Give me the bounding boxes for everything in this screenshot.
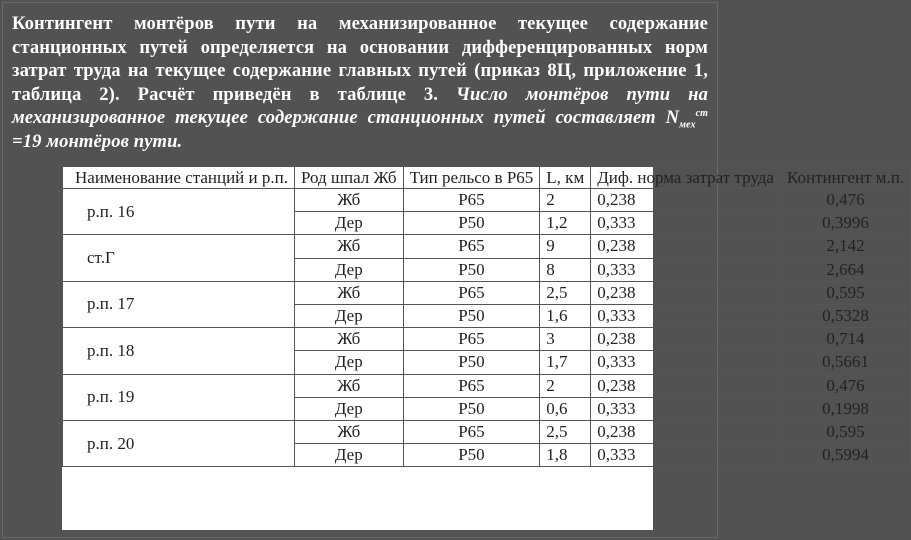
intro-text: Контингент монтёров пути на механизированное текущее содержание станционных путей определяется на основании дифференцированных норм затрат труда на текущее содержание главных путей (приказ 8Ц, приложение 1, таблица 2). Расчёт приведён в таблице 3. — [12, 13, 708, 105]
cell-norm: 0,333 — [591, 444, 781, 467]
cell-contingent: 0,595 — [780, 281, 910, 304]
cell-length: 8 — [540, 258, 591, 281]
cell-length: 3 — [540, 328, 591, 351]
cell-rail: Р65 — [403, 420, 540, 443]
cell-sleeper: Жб — [294, 281, 403, 304]
cell-norm: 0,333 — [591, 397, 781, 420]
cell-length: 1,8 — [540, 444, 591, 467]
cell-sleeper: Дер — [294, 212, 403, 235]
cell-station: р.п. 19 — [63, 374, 295, 420]
cell-length: 2,5 — [540, 281, 591, 304]
table-row — [63, 420, 911, 443]
cell-rail: Р50 — [403, 444, 540, 467]
cell-norm: 0,333 — [591, 304, 781, 327]
cell-rail: Р65 — [403, 235, 540, 258]
table-row — [63, 374, 911, 397]
cell-sleeper: Жб — [294, 235, 403, 258]
formula-subscript: мех — [679, 119, 696, 131]
cell-sleeper: Жб — [294, 374, 403, 397]
cell-norm: 0,238 — [591, 328, 781, 351]
cell-contingent: 0,714 — [780, 328, 910, 351]
cell-contingent: 0,5328 — [780, 304, 910, 327]
cell-station: р.п. 18 — [63, 328, 295, 374]
cell-length: 2 — [540, 189, 591, 212]
cell-contingent: 0,5661 — [780, 351, 910, 374]
header-station: Наименование станций и р.п. — [63, 167, 295, 189]
header-length: L, км — [540, 167, 591, 189]
cell-rail: Р65 — [403, 374, 540, 397]
calculation-table — [62, 166, 905, 530]
cell-contingent: 0,5994 — [780, 444, 910, 467]
cell-sleeper: Дер — [294, 304, 403, 327]
cell-norm: 0,238 — [591, 281, 781, 304]
table-row — [63, 235, 911, 258]
cell-norm: 0,238 — [591, 420, 781, 443]
cell-length: 1,6 — [540, 304, 591, 327]
formula-result: =19 монтёров пути. — [12, 130, 183, 152]
cell-length: 1,2 — [540, 212, 591, 235]
cell-station: р.п. 20 — [63, 420, 295, 466]
cell-station: р.п. 16 — [63, 189, 295, 235]
table-row — [63, 281, 911, 304]
cell-norm: 0,333 — [591, 212, 781, 235]
cell-rail: Р65 — [403, 189, 540, 212]
cell-length: 2 — [540, 374, 591, 397]
cell-length: 9 — [540, 235, 591, 258]
intro-italic-text: Число монтёров пути на механизированное текущее содержание станционных путей составляет — [12, 83, 709, 128]
formula-superscript: ст — [695, 107, 708, 119]
cell-contingent: 0,3996 — [780, 212, 910, 235]
table-row — [63, 328, 911, 351]
cell-rail: Р65 — [403, 328, 540, 351]
table-row — [63, 189, 911, 212]
cell-norm: 0,238 — [591, 374, 781, 397]
cell-sleeper: Жб — [294, 328, 403, 351]
cell-rail: Р50 — [403, 304, 540, 327]
cell-sleeper: Жб — [294, 189, 403, 212]
cell-sleeper: Дер — [294, 444, 403, 467]
intro-paragraph — [12, 12, 708, 153]
header-sleeper: Род шпал Жб — [294, 167, 403, 189]
cell-contingent: 0,1998 — [780, 397, 910, 420]
cell-rail: Р65 — [403, 281, 540, 304]
header-rail: Тип рельсо в Р65 — [403, 167, 540, 189]
cell-length: 2,5 — [540, 420, 591, 443]
cell-contingent: 0,476 — [780, 189, 910, 212]
cell-sleeper: Дер — [294, 397, 403, 420]
cell-norm: 0,333 — [591, 258, 781, 281]
cell-norm: 0,238 — [591, 189, 781, 212]
cell-length: 0,6 — [540, 397, 591, 420]
cell-contingent: 0,595 — [780, 420, 910, 443]
header-contingent: Контингент м.п. — [780, 167, 910, 189]
cell-rail: Р50 — [403, 397, 540, 420]
formula-symbol: N — [665, 107, 680, 128]
header-norm: Диф. норма затрат труда — [591, 167, 781, 189]
cell-contingent: 2,142 — [780, 235, 910, 258]
cell-station: р.п. 17 — [63, 281, 295, 327]
cell-rail: Р50 — [403, 212, 540, 235]
cell-length: 1,7 — [540, 351, 591, 374]
cell-norm: 0,238 — [591, 235, 781, 258]
cell-sleeper: Дер — [294, 258, 403, 281]
cell-station: ст.Г — [63, 235, 295, 281]
cell-rail: Р50 — [403, 258, 540, 281]
cell-sleeper: Жб — [294, 420, 403, 443]
table-header-row — [63, 167, 911, 189]
cell-contingent: 0,476 — [780, 374, 910, 397]
cell-contingent: 2,664 — [780, 258, 910, 281]
cell-rail: Р50 — [403, 351, 540, 374]
cell-norm: 0,333 — [591, 351, 781, 374]
cell-sleeper: Дер — [294, 351, 403, 374]
